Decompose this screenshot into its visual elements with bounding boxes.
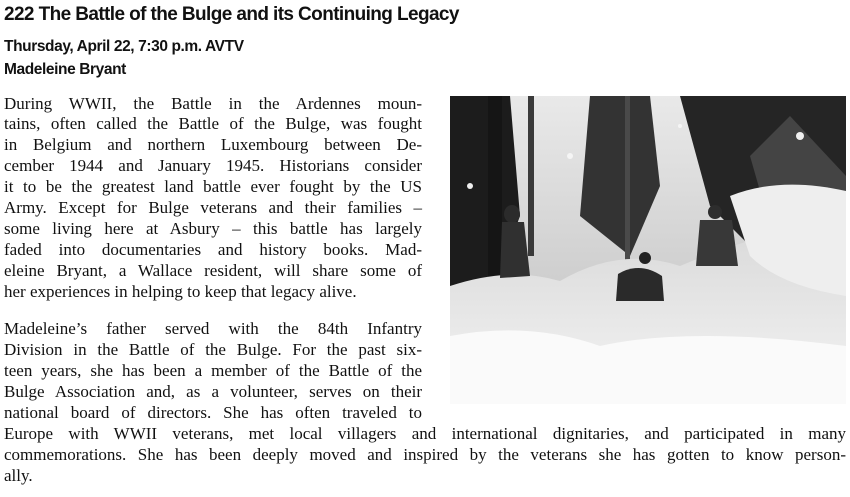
paragraph-line: Europe with WWII veterans, met local villagers and international dignitaries, and participated in many xyxy=(4,424,846,443)
paragraph-line: Army. Except for Bulge veterans and their families – xyxy=(4,198,422,217)
paragraph-line: in Belgium and northern Luxembourg between De- xyxy=(4,135,422,154)
paragraph-line: national board of directors. She has often traveled to xyxy=(4,403,422,422)
paragraph-line: her experiences in helping to keep that legacy alive. xyxy=(4,282,357,301)
paragraph-line: some living here at Asbury – this battle has largely xyxy=(4,219,422,238)
paragraph-line: cember 1944 and January 1945. Historians consider xyxy=(4,156,422,175)
event-title: 222 The Battle of the Bulge and its Continuing Legacy xyxy=(4,4,459,25)
paragraph-line: During WWII, the Battle in the Ardennes moun- xyxy=(4,94,422,113)
snowy-forest-soldiers-photo xyxy=(450,96,846,404)
paragraph-line: Bulge Association and, as a volunteer, serves on their xyxy=(4,382,422,401)
paragraph-line: faded into documentaries and history books. Mad- xyxy=(4,240,422,259)
paragraph-line: Madeleine’s father served with the 84th Infantry xyxy=(4,319,422,338)
paragraph-line: commemorations. She has been deeply moved and inspired by the veterans she has gotten to know person- xyxy=(4,445,846,464)
speaker-name: Madeleine Bryant xyxy=(4,61,126,78)
event-date-time: Thursday, April 22, 7:30 p.m. AVTV xyxy=(4,38,244,55)
paragraph-line: tains, often called the Battle of the Bulge, was fought xyxy=(4,114,422,133)
paragraph-line: it to be the greatest land battle ever fought by the US xyxy=(4,177,422,196)
photo-illustration xyxy=(450,96,846,404)
paragraph-line: ally. xyxy=(4,466,33,485)
paragraph-line: Division in the Battle of the Bulge. For the past six- xyxy=(4,340,422,359)
paragraph-line: eleine Bryant, a Wallace resident, will share some of xyxy=(4,261,422,280)
paragraph-line: teen years, she has been a member of the Battle of the xyxy=(4,361,422,380)
